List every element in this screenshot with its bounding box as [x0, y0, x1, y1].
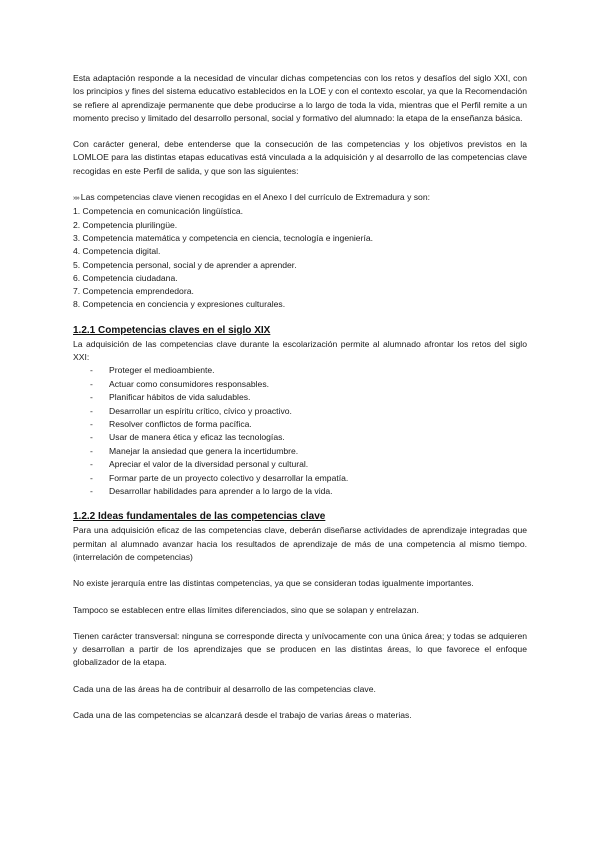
list-item-text: Desarrollar un espíritu crítico, cívico y proactivo. [109, 405, 292, 416]
section-heading: 1.2.1 Competencias claves en el siglo XIX [73, 324, 271, 336]
dash-marker: - [90, 405, 93, 416]
dash-marker: - [90, 459, 93, 470]
section-intro: La adquisición de las competencias clave durante la escolarización permite al alumnado afrontar los retos del siglo XXI: [73, 338, 527, 363]
list-item: 4. Competencia digital. [73, 246, 161, 257]
dash-marker: - [90, 445, 93, 456]
list-item: 5. Competencia personal, social y de aprender a aprender. [73, 259, 297, 270]
list-item [73, 472, 527, 485]
body-paragraph: Cada una de las competencias se alcanzará desde el trabajo de varias áreas o materias. [73, 710, 412, 721]
list-item: 1. Competencia en comunicación lingüística. [73, 206, 244, 217]
list-item [73, 364, 527, 377]
competencies-intro-text: Las competencias clave vienen recogidas en el Anexo I del currículo de Extremadura y son: [80, 192, 430, 203]
list-item-text: Resolver conflictos de forma pacífica. [109, 418, 252, 429]
list-item [73, 405, 527, 418]
section-heading: 1.2.2 Ideas fundamentales de las competencias clave [73, 511, 326, 523]
list-item: 8. Competencia en conciencia y expresiones culturales. [73, 299, 286, 310]
list-item-text: Manejar la ansiedad que genera la incertidumbre. [109, 445, 299, 456]
body-paragraph: No existe jerarquía entre las distintas competencias, ya que se consideran todas igualmente importantes. [73, 578, 474, 589]
list-item [73, 418, 527, 431]
dash-marker: - [90, 432, 93, 443]
body-paragraph: Para una adquisición eficaz de las competencias clave, deberán diseñarse actividades de aprendizaje integradas que permitan al alumnado avanzar hacia los resultados de aprendizaje de más de una competencia al mismo tiempo. (interrelación de competencias) [73, 525, 527, 562]
bullet-list [73, 364, 527, 498]
list-item-text: Apreciar el valor de la diversidad personal y cultural. [109, 459, 309, 470]
list-item-text: Planificar hábitos de vida saludables. [109, 392, 251, 403]
intro-paragraph: Esta adaptación responde a la necesidad de vincular dichas competencias con los retos y desafíos del siglo XXI, con los principios y fines del sistema educativo establecidos en la LOE y con el contexto escolar, ya que la Recomendación se refiere al aprendizaje permanente que debe producirse a lo largo de toda la vida, mientras que el Perfil remite a un momento preciso y limitado del desarrollo personal, social y formativo del alumnado: la etapa de la enseñanza básica. [73, 73, 527, 123]
list-item: 3. Competencia matemática y competencia en ciencia, tecnología e ingeniería. [73, 232, 373, 243]
list-item: 7. Competencia emprendedora. [73, 286, 194, 297]
list-item [73, 485, 527, 498]
document-body [73, 72, 527, 722]
intro-paragraph: Con carácter general, debe entenderse que la consecución de las competencias y los objetivos previstos en la LOMLOE para las distintas etapas educativas está vinculada a la adquisición y al desarrollo de las competencias clave recogidas en este Perfil de salida, y que son las siguientes: [73, 139, 527, 176]
list-item-text: Desarrollar habilidades para aprender a lo largo de la vida. [109, 486, 333, 496]
dash-marker: - [90, 378, 93, 389]
body-paragraph: Tampoco se establecen entre ellas límites diferenciados, sino que se solapan y entrelazan. [73, 604, 419, 615]
list-item [73, 378, 527, 391]
dash-marker: - [90, 418, 93, 429]
dash-marker: - [90, 392, 93, 403]
list-item [73, 445, 527, 458]
body-paragraph: Tienen carácter transversal: ninguna se corresponde directa y unívocamente con una única área; y todas se adquieren y desarrollan a partir de los aprendizajes que se producen en las distintas áreas, lo que favorece el enfoque globalizador de la etapa. [73, 630, 527, 668]
double-arrow-icon: »» [73, 195, 79, 203]
list-item-text: Actuar como consumidores responsables. [109, 378, 270, 389]
list-item [73, 458, 527, 471]
list-item-text: Formar parte de un proyecto colectivo y desarrollar la empatía. [109, 472, 349, 483]
list-item [73, 431, 527, 444]
competencies-intro [73, 191, 527, 205]
dash-marker: - [90, 472, 93, 483]
list-item: 2. Competencia plurilingüe. [73, 219, 178, 230]
dash-marker: - [90, 486, 93, 496]
list-item: 6. Competencia ciudadana. [73, 272, 178, 283]
dash-marker: - [90, 365, 93, 376]
competencies-list [73, 205, 527, 311]
list-item-text: Proteger el medioambiente. [109, 365, 215, 376]
body-paragraph: Cada una de las áreas ha de contribuir al desarrollo de las competencias clave. [73, 683, 376, 694]
list-item [73, 391, 527, 404]
list-item-text: Usar de manera ética y eficaz las tecnologías. [109, 432, 285, 443]
